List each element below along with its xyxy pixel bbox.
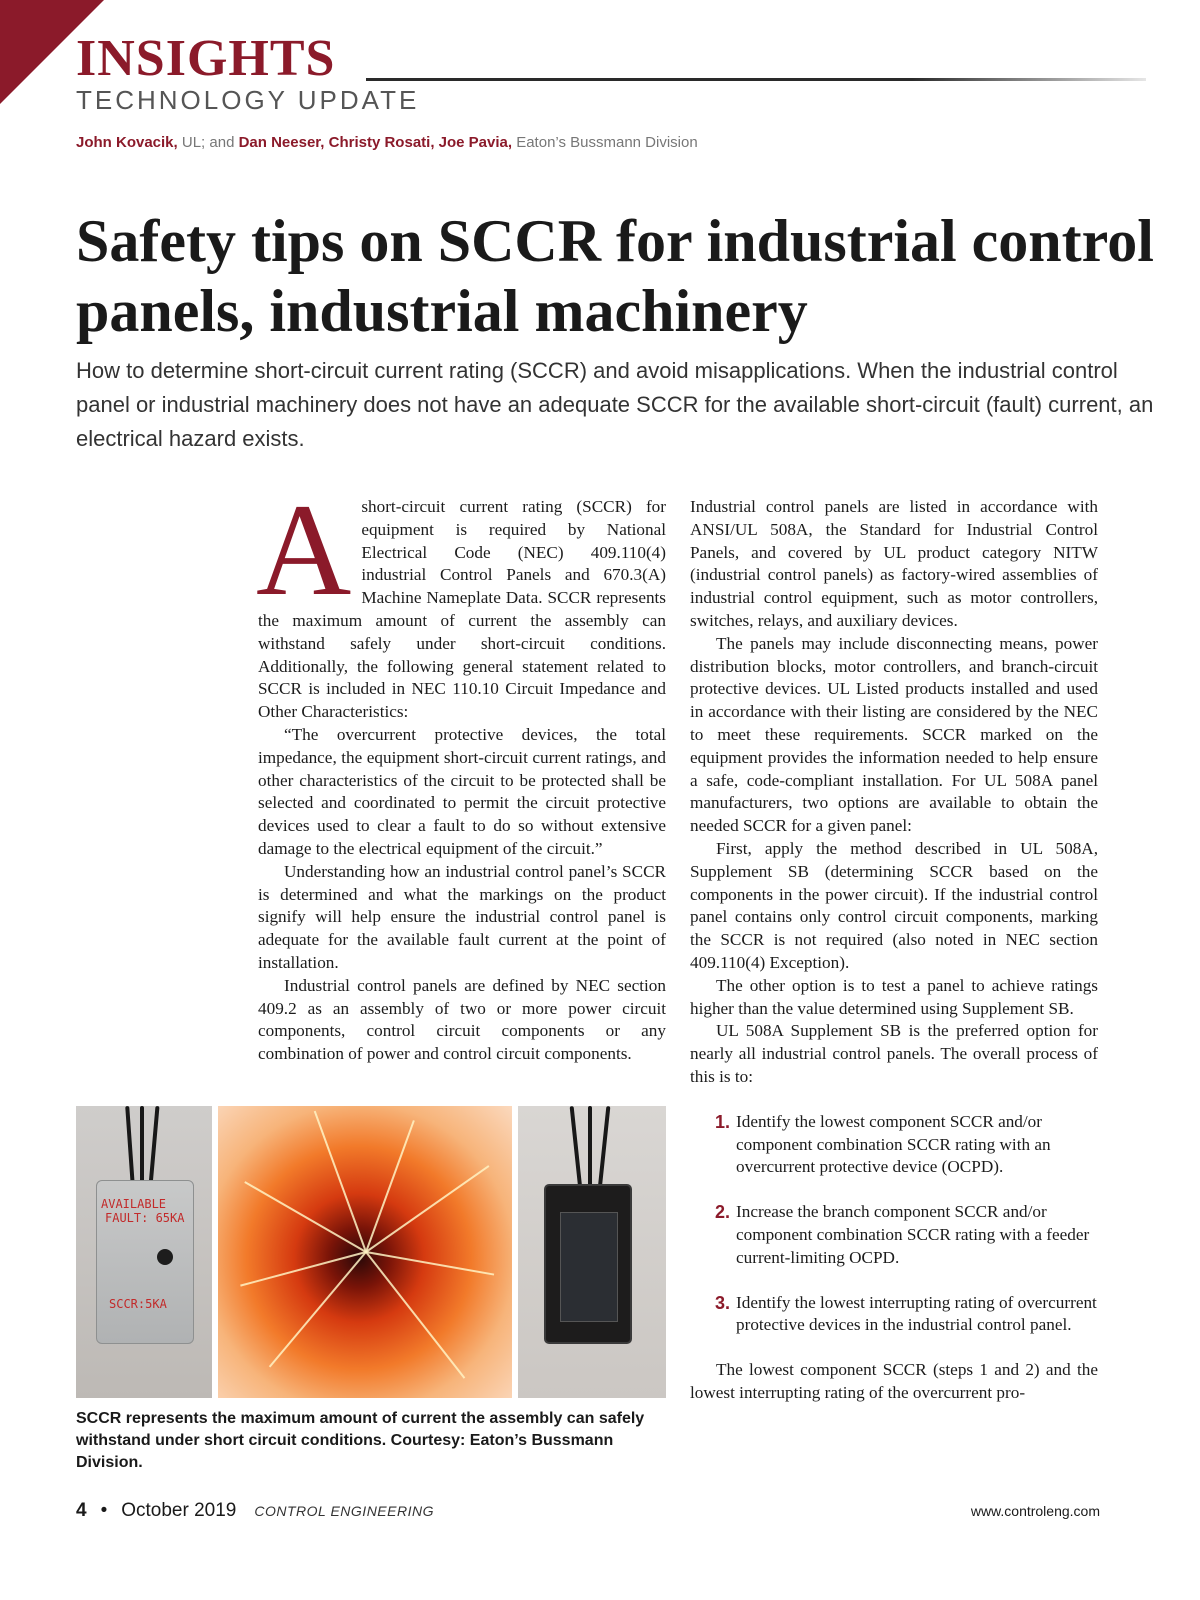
paragraph: UL 508A Supplement SB is the preferred option for nearly all industrial control panels. The overall process of this is to: xyxy=(690,1021,1098,1086)
spark xyxy=(365,1251,465,1378)
wire xyxy=(149,1106,160,1186)
byline-authors: Dan Neeser, Christy Rosati, Joe Pavia, xyxy=(238,134,513,151)
section-header xyxy=(76,32,419,114)
photo-strip xyxy=(76,1106,666,1398)
byline-affiliation: UL; and xyxy=(177,134,239,151)
footer-url[interactable]: www.controleng.com xyxy=(970,1503,1100,1519)
paragraph: Industrial control panels are defined by NEC section 409.2 as an assembly of two or more power circuit components, control circuit components or any combination of power and control circuit components. xyxy=(258,975,666,1064)
wire xyxy=(598,1106,611,1190)
page-number: 4 xyxy=(76,1500,87,1521)
spark xyxy=(366,1251,494,1276)
photo-panel-after xyxy=(518,1106,666,1398)
issue-date: October 2019 xyxy=(121,1500,237,1521)
byline xyxy=(76,134,698,151)
drop-cap: A xyxy=(256,476,352,623)
header-rule xyxy=(366,78,1146,81)
spark xyxy=(314,1111,367,1253)
paragraph: The lowest component SCCR (steps 1 and 2) and the lowest interrupting rating of the overcurrent pro- xyxy=(690,1360,1098,1402)
step-text: Identify the lowest component SCCR and/or component combination SCCR rating with an overcurrent protective device (OCPD). xyxy=(736,1111,1051,1177)
paragraph: First, apply the method described in UL 508A, Supplement SB (determining SCCR based on the components in the power circuit). If the industrial control panel contains only control circuit components, marking the SCCR is not required (also noted in NEC section 409.110(4) Exception). xyxy=(690,838,1098,972)
section-title: INSIGHTS xyxy=(76,30,336,87)
knob xyxy=(157,1249,173,1265)
box-label: SCCR:5KA xyxy=(109,1297,167,1311)
enclosure-box xyxy=(96,1180,194,1344)
spark xyxy=(244,1181,366,1253)
wire xyxy=(125,1106,135,1186)
process-steps xyxy=(690,1111,1098,1337)
wire xyxy=(140,1106,144,1186)
page-footer xyxy=(76,1500,434,1522)
list-item xyxy=(690,1201,1098,1269)
spark xyxy=(365,1165,489,1253)
paragraph: Understanding how an industrial control panel’s SCCR is determined and what the markings on the product signify will help ensure the industrial control panel is adequate for the available fault current at the point of installation. xyxy=(258,861,666,972)
photo-panel-arc-flash xyxy=(218,1106,512,1398)
article-column-2 xyxy=(690,496,1098,1405)
magazine-name: CONTROL ENGINEERING xyxy=(254,1503,434,1519)
article-deck: How to determine short-circuit current rating (SCCR) and avoid misapplications. When the industrial control panel or industrial machinery does not have an adequate SCCR for the available short-circuit (fault) current, an electrical hazard exists. xyxy=(76,358,1154,451)
box-label: FAULT: 65KA xyxy=(105,1211,185,1225)
article-column-1 xyxy=(256,476,666,1066)
step-number: 2. xyxy=(714,1202,730,1223)
photo-panel-before xyxy=(76,1106,212,1398)
article-headline: Safety tips on SCCR for industrial control panels, industrial machinery xyxy=(76,208,1154,344)
footer-bullet: • xyxy=(100,1500,108,1521)
photo-caption: SCCR represents the maximum amount of current the assembly can safely withstand under short circuit conditions. Courtesy: Eaton’s Bussmann Division. xyxy=(76,1410,645,1471)
wire xyxy=(588,1106,592,1190)
box-label: AVAILABLE xyxy=(101,1197,167,1211)
step-text: Increase the branch component SCCR and/or component combination SCCR rating with a feeder current-limiting OCPD. xyxy=(736,1202,1090,1267)
byline-affiliation: Eaton’s Bussmann Division xyxy=(512,134,698,151)
paragraph: The other option is to test a panel to achieve ratings higher than the value determined using Supplement SB. xyxy=(690,975,1098,1018)
paragraph-quote: “The overcurrent protective devices, the total impedance, the equipment short-circuit current ratings, and other characteristics of the circuit to be protected shall be selected and coordinated to permit the circuit protective devices used to clear a fault to do so without extensive damage to the electrical equipment of the circuit.” xyxy=(258,724,666,858)
list-item xyxy=(690,1111,1098,1179)
step-number: 3. xyxy=(714,1292,730,1313)
byline-author: John Kovacik, xyxy=(76,134,178,151)
paragraph: The panels may include disconnecting means, power distribution blocks, motor controllers, and branch-circuit protective devices. UL Listed products installed and used in accordance with their listing are considered by the NEC to meet these requirements. SCCR marked on the equipment provides the information needed to help ensure a safe, code-compliant installation. For UL 508A panel manufacturers, two options are available to obtain the needed SCCR for a given panel: xyxy=(690,633,1098,836)
paragraph: short-circuit current rating (SCCR) for equipment is required by National Electrical Code (NEC) 409.110(4) industrial Control Panels and 670.3(A) Machine Nameplate Data. SCCR represents the maximum amount of current the assembly can withstand safely under short-circuit conditions. Additionally, the following general statement related to SCCR is included in NEC 110.10 Circuit Impedance and Other Characteristics: xyxy=(258,497,666,722)
section-subtitle: TECHNOLOGY UPDATE xyxy=(76,85,420,115)
step-text: Identify the lowest interrupting rating of overcurrent protective devices in the industrial control panel. xyxy=(736,1292,1097,1335)
burnt-enclosure xyxy=(544,1184,632,1344)
step-number: 1. xyxy=(714,1111,730,1132)
wire xyxy=(570,1106,583,1190)
spark xyxy=(240,1251,366,1287)
paragraph: Industrial control panels are listed in accordance with ANSI/UL 508A, the Standard for Industrial Control Panels, and covered by UL product category NITW (industrial control panels) as factory-wired assemblies of industrial control equipment, such as motor controllers, switches, relays, and auxiliary devices. xyxy=(690,497,1098,630)
exposed-components xyxy=(560,1212,618,1322)
list-item xyxy=(690,1292,1098,1338)
spark xyxy=(269,1251,367,1367)
